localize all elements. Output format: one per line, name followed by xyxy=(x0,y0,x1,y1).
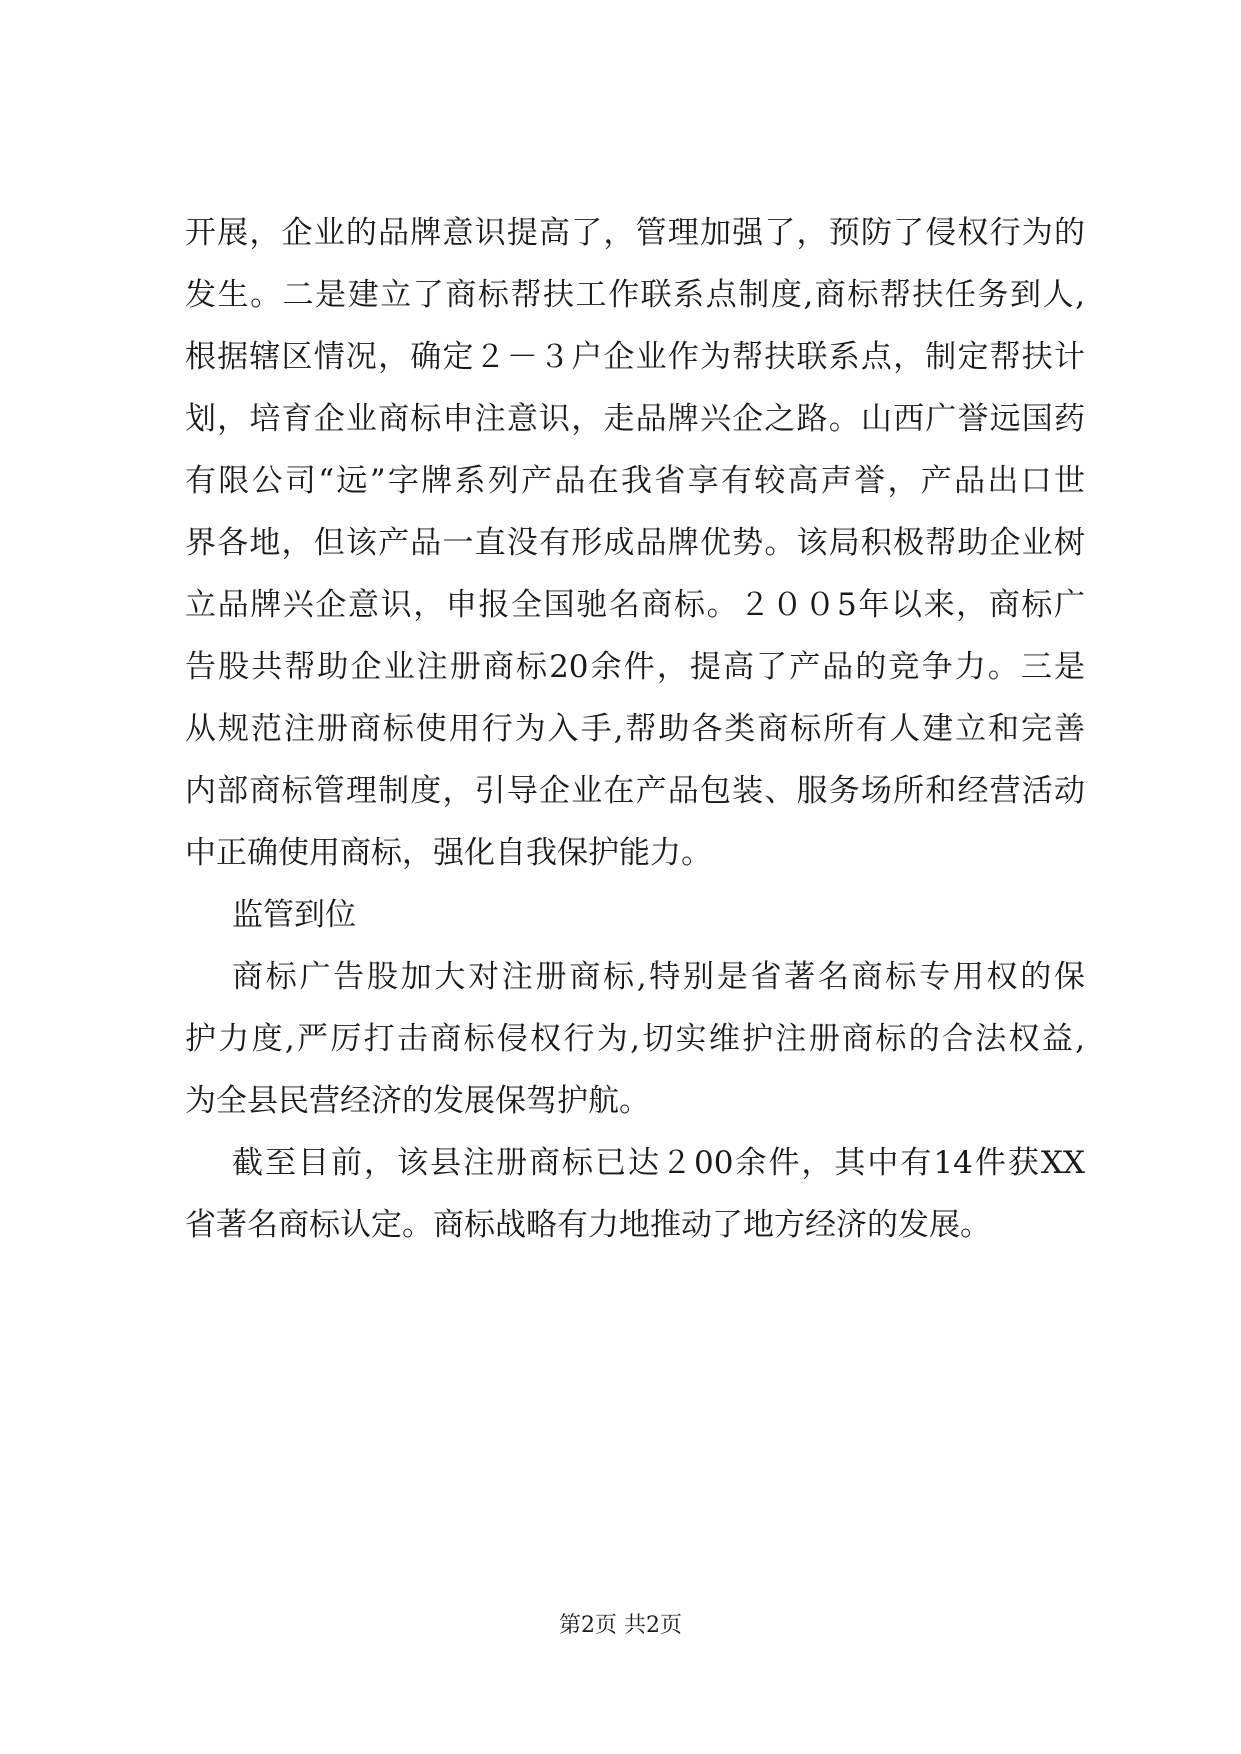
body-text-line: 省著名商标认定。商标战略有力地推动了地方经济的发展。 xyxy=(185,1207,991,1243)
body-text-line: 商标广告股加大对注册商标,特别是省著名商标专用权的保 xyxy=(232,959,1085,995)
body-text-line: 从规范注册商标使用行为入手,帮助各类商标所有人建立和完善 xyxy=(185,711,1085,747)
page-number-footer: 第2页 共2页 xyxy=(559,1613,682,1638)
body-text-line: 告股共帮助企业注册商标20余件，提高了产品的竞争力。三是 xyxy=(185,649,1085,685)
body-text-line: 为全县民营经济的发展保驾护航。 xyxy=(185,1083,650,1119)
body-text-line: 立品牌兴企意识，申报全国驰名商标。２００5年以来，商标广 xyxy=(185,587,1085,623)
section-heading: 监管到位 xyxy=(232,897,356,933)
body-text-line: 开展，企业的品牌意识提高了，管理加强了，预防了侵权行为的 xyxy=(185,215,1085,251)
body-text-line: 中正确使用商标，强化自我保护能力。 xyxy=(185,835,712,871)
body-text-line: 发生。二是建立了商标帮扶工作联系点制度,商标帮扶任务到人, xyxy=(185,277,1085,313)
body-text-line: 截至目前，该县注册商标已达２00余件，其中有14件获XX xyxy=(232,1145,1085,1181)
body-text-line: 划，培育企业商标申注意识，走品牌兴企之路。山西广誉远国药 xyxy=(185,401,1085,437)
body-text-line: 护力度,严厉打击商标侵权行为,切实维护注册商标的合法权益, xyxy=(185,1021,1085,1057)
body-text-line: 内部商标管理制度，引导企业在产品包装、服务场所和经营活动 xyxy=(185,773,1085,809)
body-text-line: 根据辖区情况，确定２－３户企业作为帮扶联系点，制定帮扶计 xyxy=(185,339,1085,375)
body-text-line: 界各地，但该产品一直没有形成品牌优势。该局积极帮助企业树 xyxy=(185,525,1085,561)
body-text-line: 有限公司“远”字牌系列产品在我省享有较高声誉，产品出口世 xyxy=(185,463,1085,499)
